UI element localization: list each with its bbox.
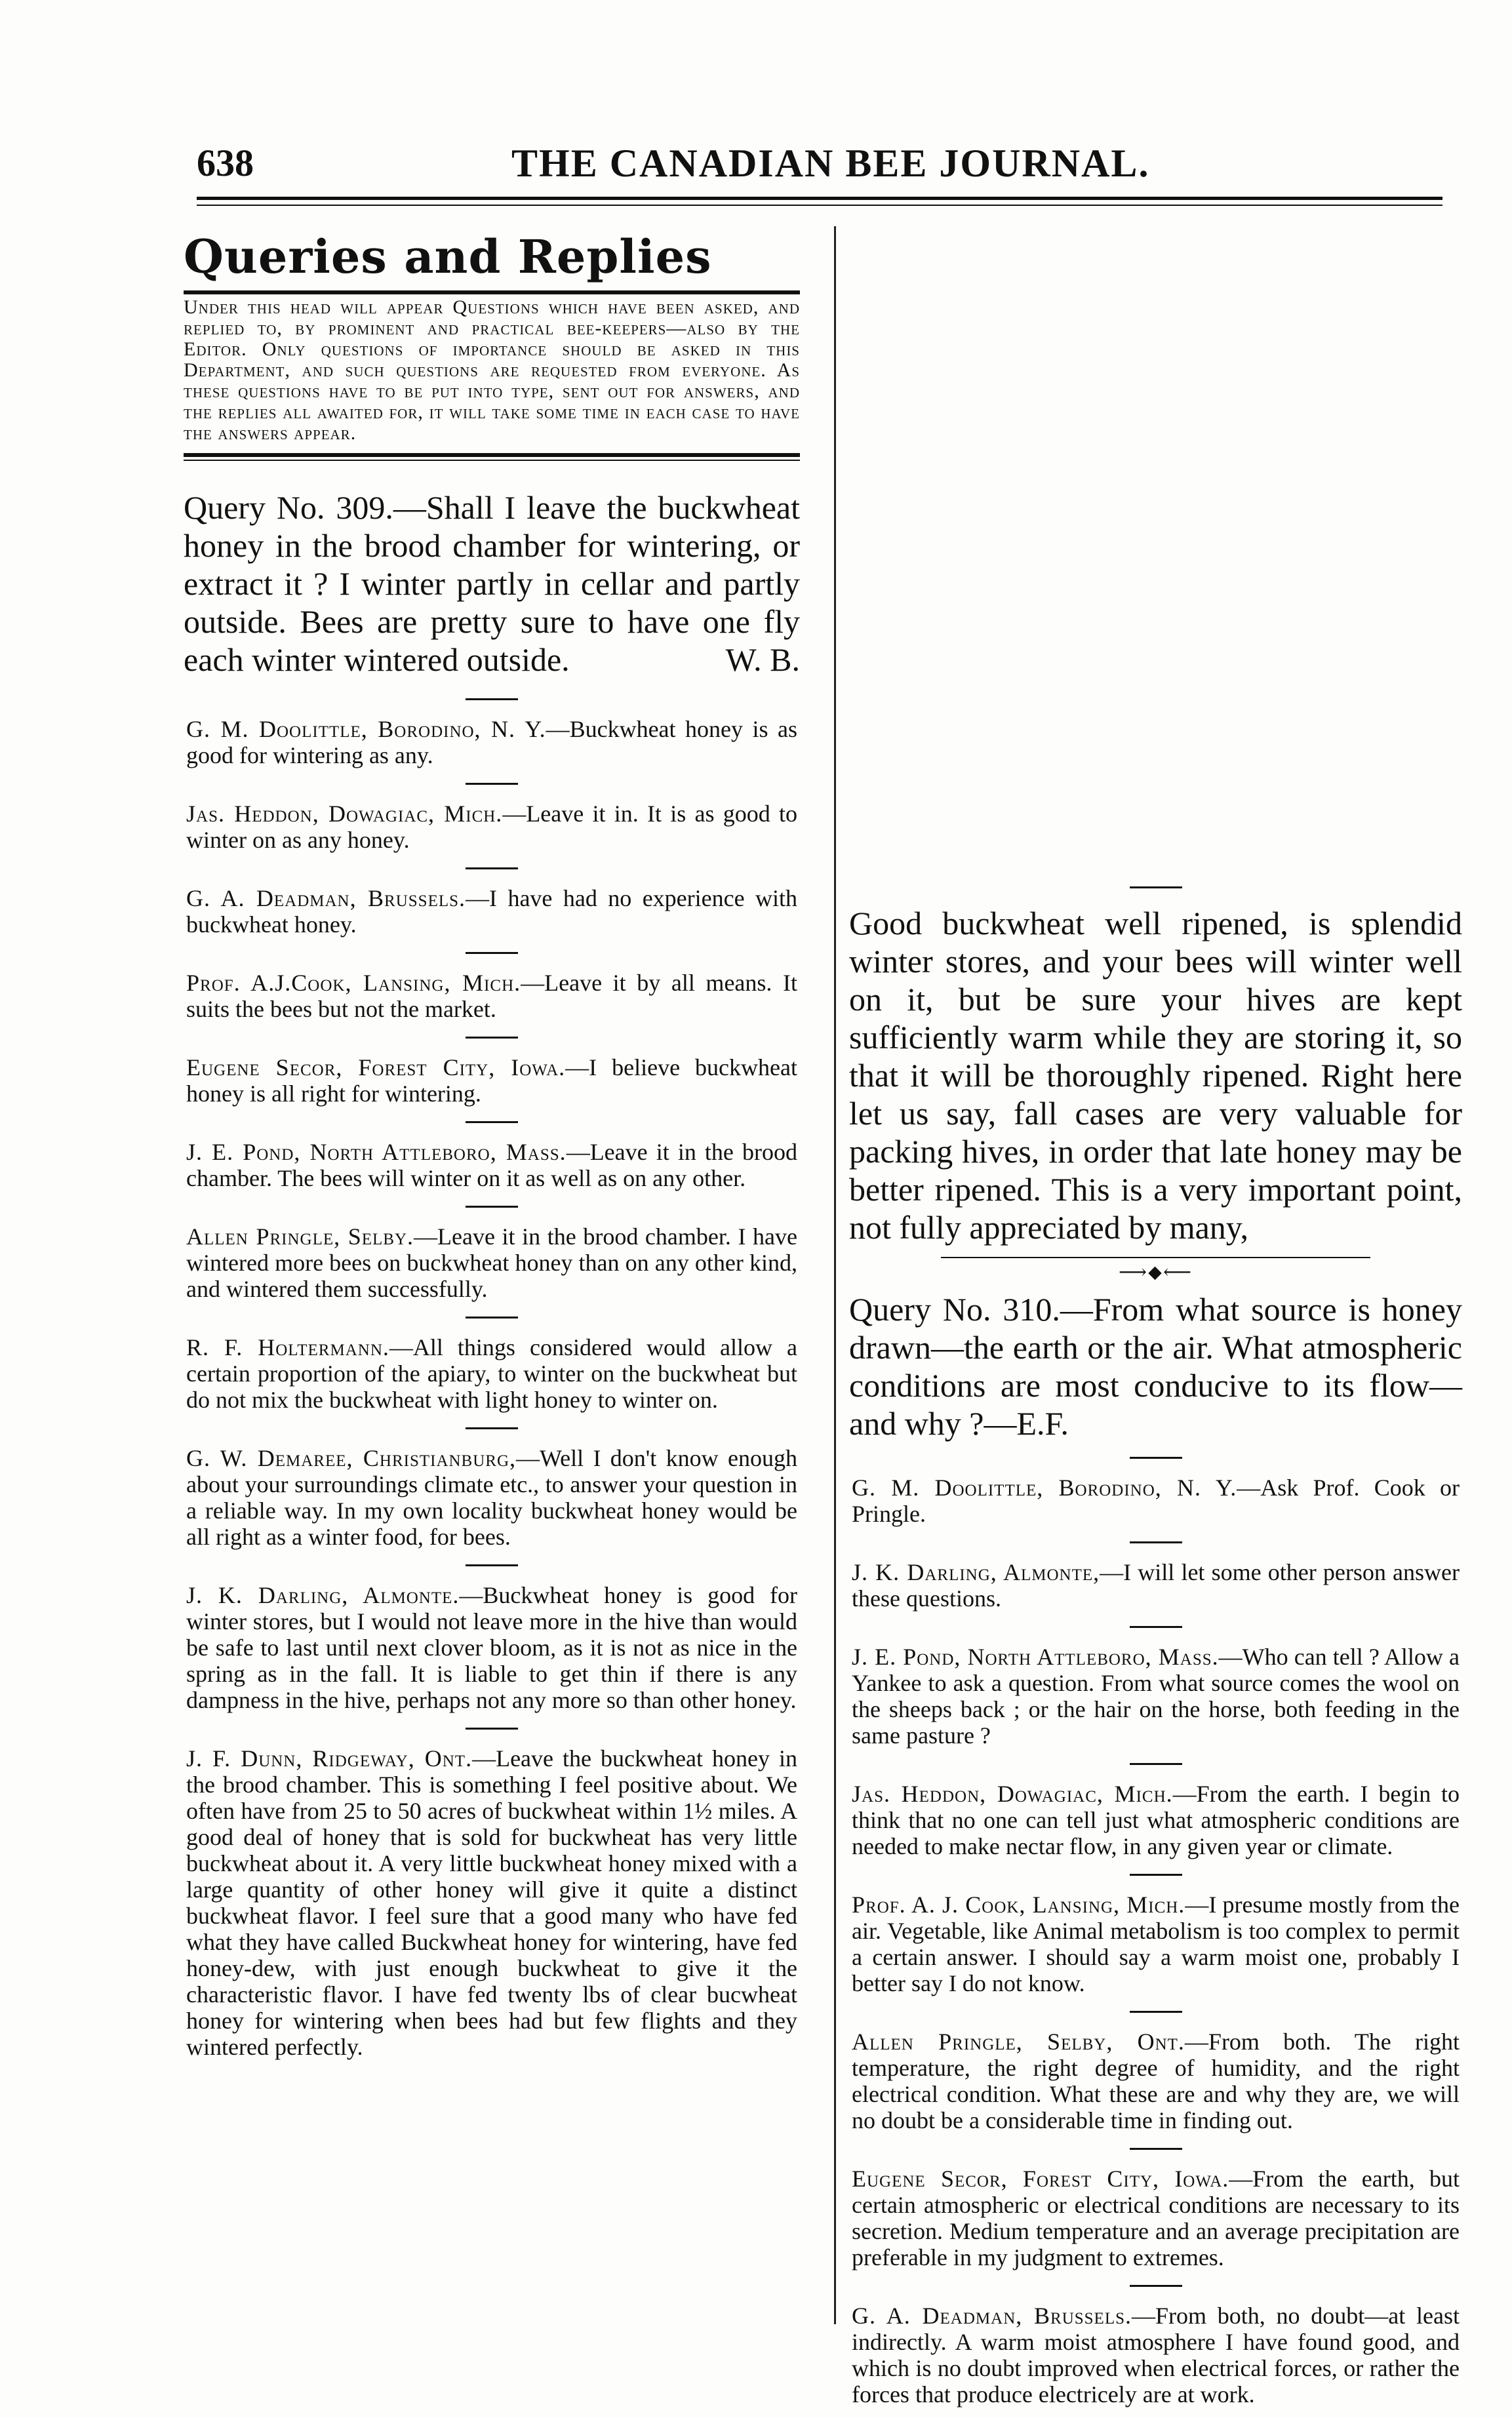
- separator: [1130, 1541, 1182, 1543]
- separator: [466, 952, 518, 954]
- reply-author: Eugene Secor, Forest City, Iowa.: [186, 1054, 566, 1080]
- reply-309-secor: [184, 1054, 800, 1107]
- separator: [466, 1037, 518, 1039]
- header-rule-thin: [197, 205, 1442, 206]
- separator: [1130, 886, 1182, 888]
- reply-author: J. F. Dunn, Ridgeway, Ont.: [186, 1745, 473, 1772]
- reply-text: —Buckwheat honey is good for winter stores, but I would not leave more in the hive than would be safe to last until next clover bloom, as it is not as nice in the spring as in the fall. It is liable to get thin if there is any dampness in the hive, perhaps not any more so than other honey.: [186, 1582, 797, 1713]
- intro-rule: [184, 453, 800, 457]
- query-309: [184, 488, 800, 679]
- reply-309-deadman: [184, 885, 800, 938]
- reply-309-holtermann: [184, 1334, 800, 1413]
- separator: [466, 1206, 518, 1208]
- reply-author: Prof. A. J. Cook, Lansing, Mich.: [852, 1892, 1185, 1918]
- separator: [466, 783, 518, 785]
- separator: [466, 1564, 518, 1566]
- reply-text: —From both. The right temperature, the right degree of humidity, and the right electrical condition. What these are and why they are, we will no doubt be a considerable time in finding out.: [852, 2029, 1460, 2133]
- reply-text: —Ask Prof. Cook or Pringle.: [852, 1475, 1460, 1527]
- reply-author: Allen Pringle, Selby, Ont.: [852, 2029, 1185, 2055]
- separator: [1130, 1457, 1182, 1459]
- reply-author: J. K. Darling, Almonte.: [186, 1582, 460, 1608]
- reply-text: —I will let some other person answer these questions.: [852, 1559, 1460, 1612]
- reply-text: —Leave it in the brood chamber. I have wintered more bees on buckwheat honey than on any other kind, and wintered them successfully.: [186, 1223, 797, 1302]
- reply-text: —Leave it by all means. It suits the bees but not the market.: [186, 970, 797, 1022]
- reply-309-cook: [184, 970, 800, 1022]
- reply-309-heddon: [184, 801, 800, 853]
- left-column: [184, 229, 800, 2060]
- query-309-signature: W. B.: [725, 641, 800, 678]
- reply-author: Eugene Secor, Forest City, Iowa.: [852, 2166, 1229, 2192]
- reply-author: Prof. A.J.Cook, Lansing, Mich.: [186, 970, 521, 996]
- separator: [1130, 2148, 1182, 2150]
- page-header: [197, 141, 1462, 193]
- separator: [1130, 2285, 1182, 2287]
- reply-text: —From both, no doubt—at least indirectly. A warm moist atmosphere I have found good, and which is no doubt improved when electrical forces, or rather the forces that produce electricely are at work.: [852, 2303, 1460, 2408]
- reply-text: —All things considered would allow a certain proportion of the apiary, to winter on the buckwheat but do not mix the buckwheat with light honey to winter on.: [186, 1334, 797, 1413]
- reply-text: —Who can tell ? Allow a Yankee to ask a question. From what source comes the wool on the sheeps back ; or the hair on the horse, both feeding in the same pasture ?: [852, 1644, 1460, 1749]
- reply-309-pond: [184, 1139, 800, 1191]
- reply-author: G. A. Deadman, Brussels.: [852, 2303, 1132, 2329]
- reply-author: G. A. Deadman, Brussels.: [186, 885, 466, 911]
- reply-author: Jas. Heddon, Dowagiac, Mich.: [852, 1781, 1173, 1807]
- reply-309-dunn: [184, 1745, 800, 2060]
- reply-author: Allen Pringle, Selby.: [186, 1223, 414, 1250]
- header-rule: [197, 197, 1442, 200]
- separator: [1130, 1763, 1182, 1765]
- reply-author: J. E. Pond, North Attleboro, Mass.: [186, 1139, 567, 1165]
- reply-author: R. F. Holtermann.: [186, 1334, 389, 1360]
- separator: [466, 867, 518, 869]
- page-number: 638: [197, 142, 254, 184]
- reply-text: —Well I don't know enough about your surroundings climate etc., to answer your question in a reliable way. In my own locality buckwheat honey would be all right as a winter food, for bees.: [186, 1445, 797, 1550]
- reply-309-demaree: [184, 1445, 800, 1550]
- section-title: Queries and Replies: [184, 229, 712, 284]
- reply-text: —I presume mostly from the air. Vegetable, like Animal metabolism is too complex to permit a certain answer. I should say a warm moist one, probably I better say I do not know.: [852, 1892, 1460, 1996]
- reply-text: —Leave it in. It is as good to winter on as any honey.: [186, 801, 797, 853]
- separator: [466, 1121, 518, 1123]
- reply-author: Jas. Heddon, Dowagiac, Mich.: [186, 801, 503, 827]
- reply-author: G. M. Doolittle, Borodino, N. Y.: [186, 716, 546, 742]
- reply-text: —I believe buckwheat honey is all right for wintering.: [186, 1054, 797, 1107]
- section-intro: Under this head will appear Questions which have been asked, and replied to, by prominent and practical bee-keepers—also by the Editor. Only questions of importance should be asked in this Department, and such questions are requested from everyone. As these questions have to be put into type, sent out for answers, and the replies all awaited for, it will take some time in each case to have the answers appear.: [184, 296, 800, 444]
- ornament-rule: ⟶⬥⟵: [941, 1257, 1370, 1284]
- reply-author: J. E. Pond, North Attleboro, Mass.: [852, 1644, 1219, 1670]
- separator: [466, 1317, 518, 1318]
- continued-text-spacer: [849, 229, 1462, 872]
- reply-310-secor: [849, 2166, 1462, 2270]
- reply-text: —From the earth, but certain atmospheric or electrical conditions are necessary to its secretion. Medium temperature and an average precipitation are preferable in my judgment to extremes.: [852, 2166, 1460, 2270]
- reply-310-deadman: [849, 2303, 1462, 2408]
- column-divider: [834, 226, 836, 2324]
- reply-text: —I have had no experience with buckwheat honey.: [186, 885, 798, 938]
- reply-text: —Leave it in the brood chamber. The bees will winter on it as well as on any other.: [186, 1139, 797, 1191]
- reply-author: G. W. Demaree, Christianburg,: [186, 1445, 517, 1471]
- reply-310-pringle: [849, 2029, 1462, 2133]
- separator: [466, 1427, 518, 1429]
- reply-text: —Leave the buckwheat honey in the brood chamber. This is something I feel positive about. We often have from 25 to 50 acres of buckwheat within 1½ miles. A good deal of honey that is sold for buckwheat has very little buckwheat about it. A very little buckwheat honey mixed with a large quantity of other honey will give it quite a distinct buckwheat flavor. I feel sure that a good many who have fed what they have called Buckwheat honey for wintering, have fed honey-dew, with just enough buckwheat to give it the characteristic flavor. I have fed twenty lbs of clear bucwheat honey for wintering when bees had but few flights and they wintered perfectly.: [186, 1745, 797, 2060]
- reply-author: J. K. Darling, Almonte,: [852, 1559, 1100, 1585]
- title-rule: [184, 290, 800, 294]
- separator: [466, 698, 518, 700]
- reply-310-pond: [849, 1644, 1462, 1749]
- reply-310-doolittle: [849, 1475, 1462, 1527]
- separator: [1130, 2011, 1182, 2013]
- separator: [1130, 1874, 1182, 1876]
- separator: [466, 1728, 518, 1730]
- reply-309-darling: [184, 1582, 800, 1713]
- reply-author: G. M. Doolittle, Borodino, N. Y.: [852, 1475, 1237, 1501]
- query-309-text: Query No. 309.—Shall I leave the buckwheat honey in the brood chamber for wintering, or extract it ? I winter partly in cellar and partly outside. Bees are pretty sure to have one fly each winter wintered outside.: [184, 489, 800, 678]
- separator: [1130, 1626, 1182, 1628]
- journal-title: THE CANADIAN BEE JOURNAL.: [511, 142, 1150, 185]
- editorial-note: Good buckwheat well ripened, is splendid winter stores, and your bees will winter well on it, but be sure your hives are kept sufficiently warm while they are storing it, so that it will be thoroughly ripened. Right here let us say, fall cases are very valuable for packing hives, in order that late honey may be better ripened. This is a very important point, not fully appreciated by many,: [849, 905, 1462, 1246]
- reply-310-heddon: [849, 1781, 1462, 1859]
- right-column: [849, 229, 1462, 2408]
- intro-rule-thin: [184, 460, 800, 461]
- query-310: Query No. 310.—From what source is honey drawn—the earth or the air. What atmospheric conditions are most conducive to its flow—and why ?—E.F.: [849, 1291, 1462, 1442]
- reply-309-doolittle: [184, 716, 800, 768]
- reply-309-pringle: [184, 1223, 800, 1302]
- reply-text: —From the earth. I begin to think that no one can tell just what atmospheric conditions are needed to make nectar flow, in any given year or climate.: [852, 1781, 1460, 1859]
- reply-text: —Buckwheat honey is as good for wintering as any.: [186, 716, 797, 768]
- reply-310-darling: [849, 1559, 1462, 1612]
- reply-310-cook: [849, 1892, 1462, 1996]
